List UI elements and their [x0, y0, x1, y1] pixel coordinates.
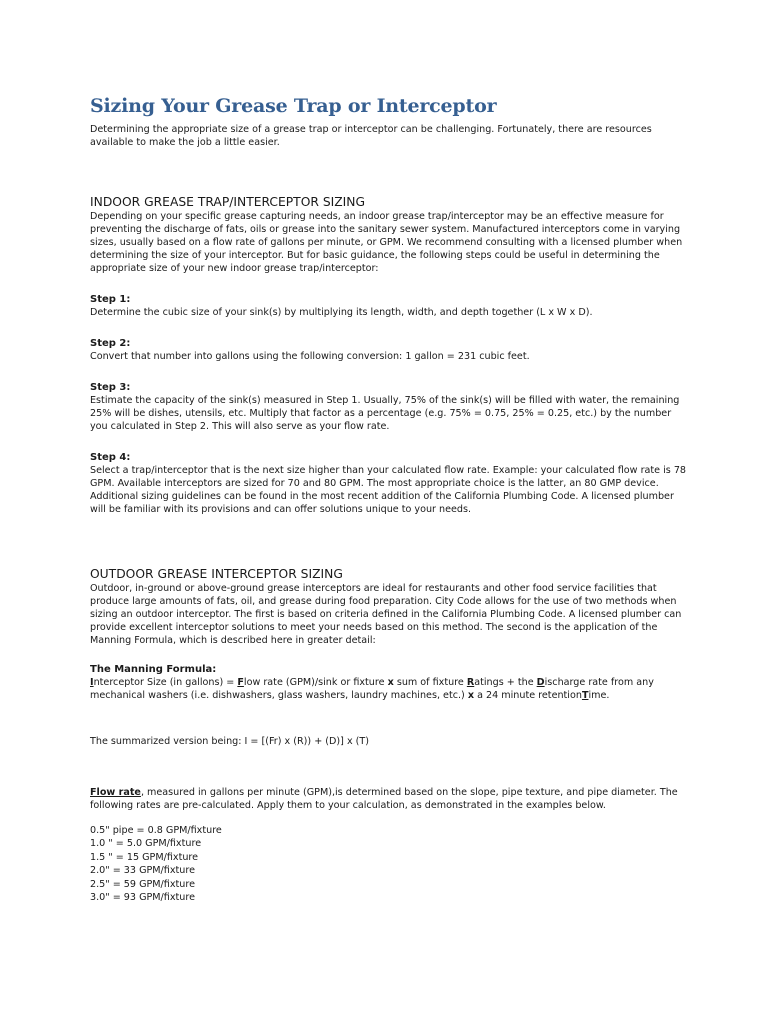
step-1 — [90, 293, 690, 319]
step-heading: Step 2: — [90, 338, 131, 349]
list-item: 1.5 " = 15 GPM/fixture — [90, 851, 199, 863]
flow-rates-list — [90, 824, 690, 904]
formula-letter-t: T — [581, 690, 589, 701]
list-item: 2.5" = 59 GPM/fixture — [90, 878, 195, 890]
text-line: GPM. Available interceptors are sized for 70 and 80 GPM. The most appropriate choice is the latter, an 80 GMP device. — [90, 478, 659, 489]
flow-rate-paragraph — [90, 786, 690, 812]
outdoor-section-heading: OUTDOOR GREASE INTERCEPTOR SIZING — [90, 567, 343, 581]
text-line: Additional sizing guidelines can be found in the most recent addition of the California Plumbing Code. A licensed plumber — [90, 491, 674, 502]
list-item: 3.0" = 93 GPM/fixture — [90, 892, 195, 904]
indoor-section-heading: INDOOR GREASE TRAP/INTERCEPTOR SIZING — [90, 195, 366, 209]
intro-paragraph — [90, 123, 690, 149]
text-line: Estimate the capacity of the sink(s) measured in Step 1. Usually, 75% of the sink(s) will be filled with water, the remaining — [90, 395, 680, 406]
step-3 — [90, 381, 690, 433]
step-4 — [90, 451, 690, 516]
text-line — [90, 786, 690, 799]
outdoor-paragraph — [90, 582, 690, 647]
text-line: produce large amounts of fats, oil, and grease during food preparation. City Code allows for the use of two methods when — [90, 596, 677, 607]
text-line: 25% will be dishes, utensils, etc. Multiply that factor as a percentage (e.g. 75% = 0.75, 25% = 0.25, etc.) by the number — [90, 408, 672, 419]
list-item: 0.5" pipe = 0.8 GPM/fixture — [90, 825, 222, 836]
text-line: Manning Formula, which is described here in greater detail: — [90, 635, 376, 646]
formula-text: ime. — [588, 690, 610, 701]
text-line: determining the size of your interceptor. But for basic guidance, the following steps could be useful in determining the — [90, 250, 660, 261]
text-line: preventing the discharge of fats, oils or grease into the sanitary sewer system. Manufactured interceptors come in varying — [90, 224, 681, 235]
step-2 — [90, 337, 690, 363]
formula-letter-r: R — [466, 677, 475, 688]
text-line: provide excellent interceptor solutions to meet your needs based on this method. The second is the application of the — [90, 622, 658, 633]
list-item: 2.0" = 33 GPM/fixture — [90, 865, 195, 877]
text-line: sizing an outdoor interceptor. The first is based on criteria defined in the California Plumbing Code. A licensed plumber can — [90, 609, 682, 620]
page-title: Sizing Your Grease Trap or Interceptor — [90, 95, 497, 117]
indoor-paragraph — [90, 210, 690, 275]
text-line: Determine the cubic size of your sink(s) by multiplying its length, width, and depth together (L x W x D). — [90, 307, 593, 318]
list-item: 1.0 " = 5.0 GPM/fixture — [90, 838, 202, 850]
text-line: following rates are pre-calculated. Apply them to your calculation, as demonstrated in the examples below. — [90, 800, 606, 811]
manning-formula-heading: The Manning Formula: — [90, 664, 217, 675]
text-line: will be familiar with its provisions and can offer solutions unique to your needs. — [90, 504, 472, 515]
flow-rate-label: Flow rate — [90, 787, 141, 798]
text-line: Outdoor, in-ground or above-ground grease interceptors are ideal for restaurants and other food service facilities that — [90, 583, 657, 594]
text-line: Determining the appropriate size of a grease trap or interceptor can be challenging. Fortunately, there are resources — [90, 124, 652, 135]
text-line: Convert that number into gallons using the following conversion: 1 gallon = 231 cubic feet. — [90, 351, 530, 362]
formula-text: low rate (GPM)/sink or fixture — [243, 677, 388, 688]
formula-line — [90, 676, 690, 689]
formula-text: ischarge rate from any — [544, 677, 654, 688]
formula-line — [90, 689, 690, 702]
document-page — [90, 94, 690, 904]
text-line: Select a trap/interceptor that is the next size higher than your calculated flow rate. Example: your calculated flow rate is 78 — [90, 465, 687, 476]
step-heading: Step 1: — [90, 294, 131, 305]
formula-letter-i: I — [90, 677, 94, 688]
manning-formula-text — [90, 676, 690, 702]
text-line: available to make the job a little easier. — [90, 137, 280, 148]
text-line: Depending on your specific grease capturing needs, an indoor grease trap/interceptor may be an effective measure for — [90, 211, 664, 222]
formula-letter-d: D — [536, 677, 545, 688]
formula-multiply: x — [467, 690, 475, 701]
formula-summary: The summarized version being: I = [(Fr) x (R)) + (D)] x (T) — [90, 736, 370, 747]
formula-text: a 24 minute retention — [474, 690, 582, 701]
text-line: appropriate size of your new indoor grease trap/interceptor: — [90, 263, 379, 274]
formula-text: atings + the — [474, 677, 537, 688]
formula-text: mechanical washers (i.e. dishwashers, glass washers, laundry machines, etc.) — [90, 690, 468, 701]
formula-multiply: x — [387, 677, 394, 688]
formula-text: sum of fixture — [393, 677, 467, 688]
flow-rate-text: , measured in gallons per minute (GPM),is determined based on the slope, pipe texture, and pipe diameter. The — [140, 787, 678, 798]
text-line: you calculated in Step 2. This will also serve as your flow rate. — [90, 421, 390, 432]
step-heading: Step 4: — [90, 452, 131, 463]
text-line: sizes, usually based on a flow rate of gallons per minute, or GPM. We recommend consulting with a licensed plumber when — [90, 237, 683, 248]
formula-text: nterceptor Size (in gallons) = — [93, 677, 238, 688]
formula-letter-f: F — [237, 677, 244, 688]
step-heading: Step 3: — [90, 382, 131, 393]
